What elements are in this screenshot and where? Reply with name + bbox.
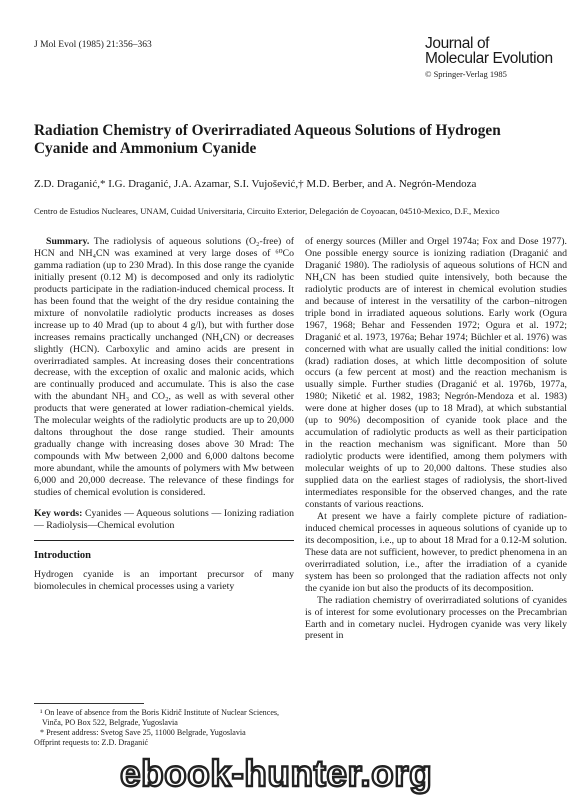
keywords-label: Key words: xyxy=(34,507,83,519)
left-column xyxy=(34,236,294,593)
right-column xyxy=(305,236,567,642)
author-affiliation: Centro de Estudios Nucleares, UNAM, Cuidad Universitaria, Circuito Exterior, Delegación de Coyoacan, 04510-Mexico, D.F., Mexico xyxy=(34,206,500,216)
footnote-leave: ¹ On leave of absence from the Boris Kidrič Institute of Nuclear Sciences, Vinča, PO Box 522, Belgrade, Yugoslavia xyxy=(40,708,280,727)
keywords xyxy=(34,508,294,532)
journal-title-line2: Molecular Evolution xyxy=(425,50,553,67)
body-paragraph-1: of energy sources (Miller and Orgel 1974a; Fox and Dose 1977). One possible energy source is ionizing radiation (Draganić and Draganić 1980). The radiolysis of aqueous solutions of HCN and NH₄CN has been studied quite intensively, both because the radiolytic products are of interest in chemical evolution studies and because of interest in the versatility of the carbon–nitrogen triple bond in irradiated aqueous solutions. Early work (Ogura 1967, 1968; Behar and Fessenden 1972; Ogura et al. 1972; Draganić et al. 1973, 1976a; Behar 1974; Büchler et al. 1976) was concerned with what are usually called the initial conditions: low (krad) radiation doses, at which little decomposition of solute occurs (a few percent at most) and the reaction mechanism is usually simple. Further studies (Draganić et al. 1976b, 1977a, 1980; Niketić et al. 1982, 1983; Negrón-Mendoza et al. 1983) were done at higher doses (up to 18 Mrad), at which substantial (up to 90%) decomposition of cyanide took place and the accumulation of radiolytic products as well as their participation in the reaction mechanism was significant. More than 50 radiolytic products were identified, among them polymers with molecular weights of up to 20,000 daltons. These studies also supplied data on the earliest stages of radiolysis, the short-lived intermediates responsible for the observed changes, and the rate constants of various reactions. xyxy=(305,236,567,510)
section-divider xyxy=(34,540,294,541)
footnotes xyxy=(34,708,292,748)
keywords-text: Cyanides — Aqueous solutions — Ionizing radiation — Radiolysis—Chemical evolution xyxy=(34,507,294,531)
footnote-offprint: Offprint requests to: Z.D. Draganić xyxy=(34,738,149,747)
introduction-heading: Introduction xyxy=(34,549,91,561)
footnote-present-address: * Present address: Svetog Save 25, 11000 Belgrade, Yugoslavia xyxy=(40,728,246,737)
publisher-copyright: © Springer-Verlag 1985 xyxy=(425,69,507,79)
body-paragraph-2: At present we have a fairly complete picture of radiation-induced chemical processes in aqueous solutions of cyanide up to its decomposition, i.e., up to about 18 Mrad for a 0.12-M solution. These data are not sufficient, however, to predict phenomena in an overirradiated solution, i.e., after the irradiation of a cyanide system has been so prolonged that the radiation affects not only the cyanide ion but also the products of its decomposition. xyxy=(305,510,567,594)
watermark-logo: ebook-hunter.org xyxy=(120,753,433,794)
author-list: Z.D. Draganić,* I.G. Draganić, J.A. Azamar, S.I. Vujošević,† M.D. Berber, and A. Negrón-Mendoza xyxy=(34,178,477,190)
introduction-text: Hydrogen cyanide is an important precursor of many biomolecules in chemical processes using a variety xyxy=(34,568,294,592)
abstract-text: The radiolysis of aqueous solutions (O₂-free) of HCN and NH₄CN was examined at very large doses of ⁶⁰Co gamma radiation (up to 230 Mrad). In this dose range the cyanide initially present (0.12 M) is decomposed and only its radiolytic products participate in the radiation-induced chemical process. It has been found that the weight of the dry residue containing the mixture of nonvolatile radiolytic products increases as doses increase up to 40 Mrad (up to about 4 g/l), but with further dose increases remains practically unchanged (NH₄CN) or decreases slightly (HCN). Carboxylic and amino acids are present in overirradiated samples. At increasing doses their concentrations decrease, with the exception of oxalic and malonic acids, which are continually produced and accumulate. This is also the case with the abundant NH₃ and CO₂, as well as with several other products that were generated at lower radiation-chemical yields. The molecular weights of the radiolytic products are up to 20,000 daltons throughout the dose range studied. Their amounts gradually change with increasing doses above 30 Mrad: The compounds with Mw between 2,000 and 6,000 daltons become more abundant, while the amounts of polymers with Mw between 6,000 and 20,000 decrease. The relevance of these findings for studies of chemical evolution is considered. xyxy=(34,236,294,499)
journal-citation: J Mol Evol (1985) 21:356–363 xyxy=(34,40,152,50)
journal-masthead xyxy=(425,36,553,79)
body-paragraph-3: The radiation chemistry of overirradiated solutions of cyanides is of interest for some evolutionary processes on the Precambrian Earth and in cometary nuclei. Hydrogen cyanide was very likely present in xyxy=(305,594,567,642)
abstract-label: Summary. xyxy=(46,236,90,247)
journal-title-line1: Journal of xyxy=(425,35,490,52)
article-title: Radiation Chemistry of Overirradiated Aqueous Solutions of Hydrogen Cyanide and Ammonium Cyanide xyxy=(34,122,501,157)
abstract xyxy=(34,236,294,499)
footnote-divider xyxy=(34,703,144,704)
